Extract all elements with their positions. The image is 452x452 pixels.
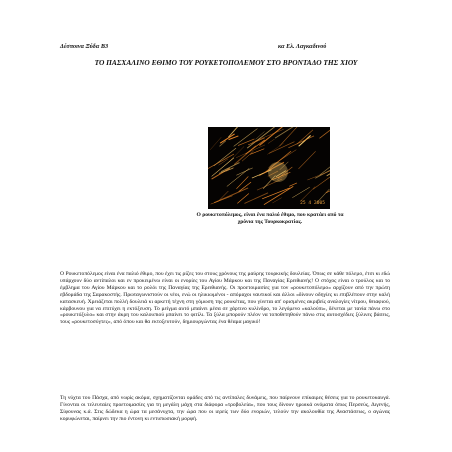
spark-streak	[230, 146, 244, 161]
paragraph-1	[60, 271, 390, 326]
spark-streak	[300, 187, 315, 202]
fire-glow	[268, 162, 288, 182]
spark-streak	[234, 129, 258, 147]
teacher-name: κα Ελ. Λαγκαδινού	[278, 43, 327, 50]
spark-streak	[268, 139, 275, 143]
spark-streak	[319, 128, 330, 139]
paragraph-text: Τη νύχτα του Πάσχα, από νωρίς ακόμα, σχηματίζονται ομάδες από τις αντίπαλες δυνάμεις, που παίρνουν επίκαιρες θέσεις για το ρουκετοκαυγά. Γίνονται οι τελευταίες προετοιμασίες για τη μεγάλη μάχη στα διάφορα «τροβολεία», που τους δίνουν ηρωικά ονόματα όπως Περσεύς, Διγενής, Σίφουνας κ.ά. Στις δώδεκα η ώρα τα μεσάνυχτα, την ώρα που οι ιερείς των δύο ενοριών, τελούν την ακολουθία της Αναστάσεως, ο αγώνας κορυφώνεται, παίρνει την πιο έντονη κι εντυπωσιακή μορφή.	[60, 395, 390, 422]
spark-streak	[210, 137, 221, 150]
photo-caption: Ο ρουκετοπόλεμος, είναι ένα παλιό έθιμο, που κρατάει από τα χρόνια της Τουρκοκρατίας.	[196, 212, 344, 225]
spark-streak	[247, 127, 275, 148]
spark-streak	[297, 130, 313, 144]
spark-streak	[212, 168, 230, 179]
spark-streak	[327, 162, 330, 176]
spark-streak	[288, 136, 314, 148]
spark-streak	[221, 163, 239, 172]
spark-streak	[292, 187, 310, 198]
spark-streak	[289, 183, 297, 186]
paragraph-text: Ο Ρουκετοπόλεμος είναι ένα παλιό έθιμο, που έχει τις ρίζες του στους χρόνους της μαύρης τουρκικής δουλείας. Όπως σε κάθε πόλεμο, έτσι κι εδώ υπάρχουν δύο αντίπαλοι και εν προκειμένω είναι οι ενορίες του Αγίου Μάρκου και της Παναγίας Ερειθιανής! Ο στόχος είναι ο τρούλος και το έμβλημα του Αγίου Μάρκου και το ρολόι της Παναγίας της Ερειθιανής. Οι προετοιμασίες για τον «ρουκετοπόλεμο» αρχίζουν από την πρώτη εβδομάδα της Σαρακοστής. Πρωταγωνιστούν οι νέοι, ενώ οι ηλικιωμένοι - απόμαχοι ναυτικοί και άλλοι «δίνουν οδηγίες κι επιβλέπουν στην καλή κατασκευή. Χρειάζεται πολλή δουλειά κι αρκετή τέχνη στη γόμωση της ρουκέτας, που γίνεται απ' ορισμένες ακριβείς αναλογίες νίτρου, θειαφιού, κάρβουνου για να επιτύχει η εκτόξευση. Το μείγμα αυτό μπαίνει μέσα σε χάρτινο κυλίνδρο, το λεγόμενο «καλούπι», δένεται με τανία πάνω στο «ρουκετόξυλο» και στην άκρη του καλουπιού μπαίνει το φιτίλι. Τα ξύλα μπορούν πλέον να τοποθετηθούν πάνω στις αυτοσχέδιες ξύλινες βάσεις, τους «ρουκετοσύγτες», από όπου και θα εκτοξευτούν, δημιουργώντας ένα θέαμα μαγικό!	[60, 271, 390, 326]
spark-streak	[315, 169, 330, 179]
author-name: Δέσποινα Ξύδα B3	[60, 43, 109, 50]
spark-streak	[236, 168, 252, 175]
spark-streak	[264, 186, 293, 204]
spark-streak	[236, 145, 265, 158]
spark-streak	[218, 191, 229, 202]
photo-date-stamp: 25 4 2005	[300, 201, 325, 206]
rocket-war-photo	[208, 127, 330, 209]
document-title: ΤΟ ΠΑΣΧΑΛΙΝΟ ΕΘΙΜΟ ΤΟΥ ΡΟΥΚΕΤΟΠΟΛΕΜΟΥ ΣΤΟ ΒΡΟΝΤΑΔΟ ΤΗΣ ΧΙΟΥ	[94, 58, 358, 67]
spark-streak	[227, 168, 249, 186]
spark-streak	[236, 176, 248, 188]
spark-streak	[211, 196, 233, 204]
sparks-graphic	[208, 127, 330, 209]
paragraph-2	[60, 395, 390, 423]
spark-streak	[298, 151, 315, 169]
spark-streak	[239, 182, 251, 192]
spark-streak	[267, 143, 284, 154]
